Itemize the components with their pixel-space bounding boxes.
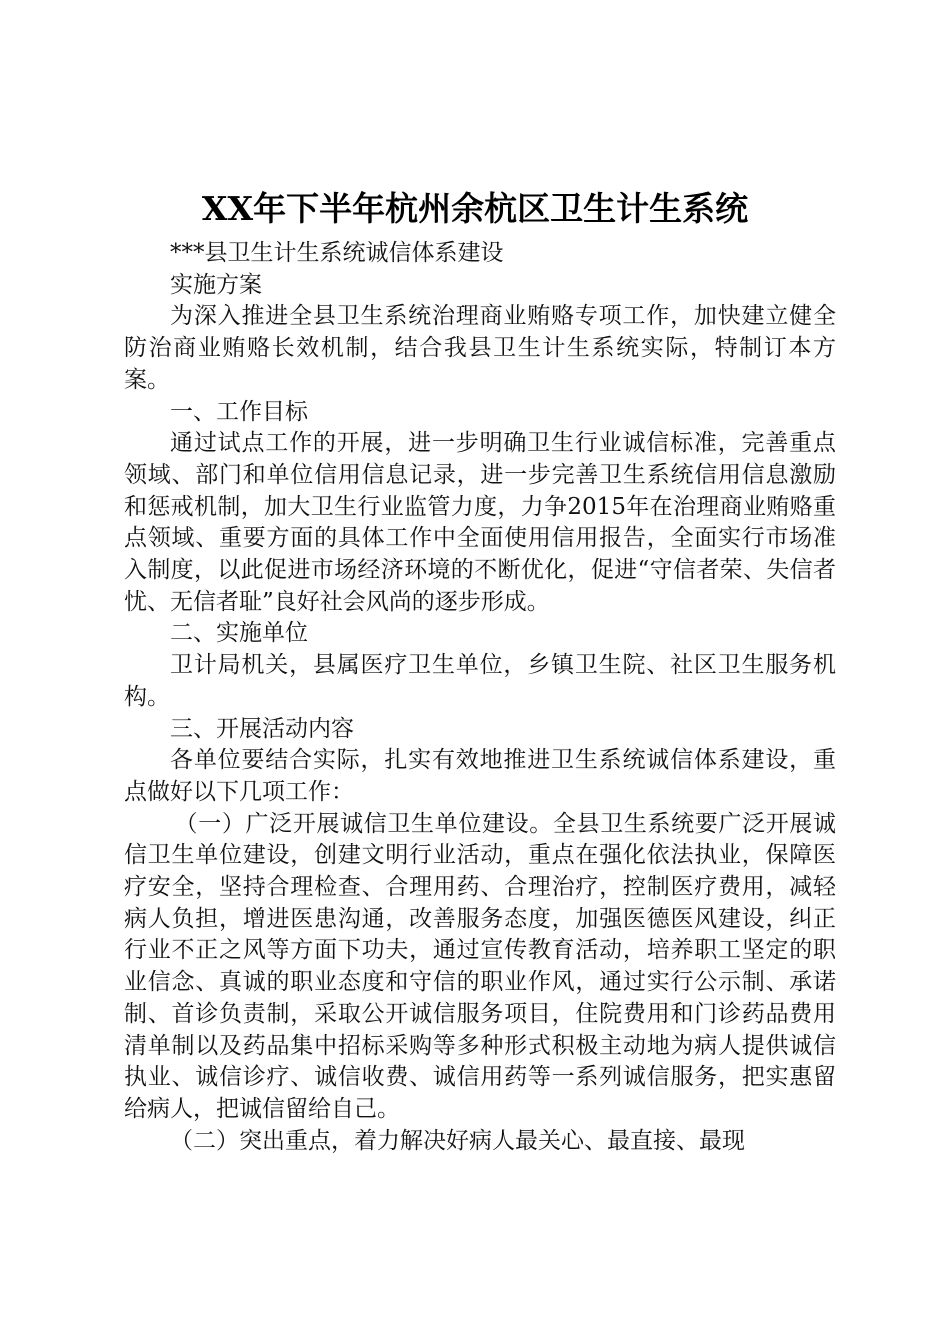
body-paragraph: 卫计局机关，县属医疗卫生单位，乡镇卫生院、社区卫生服务机构。 xyxy=(124,652,836,710)
body-paragraph: 为深入推进全县卫生系统治理商业贿赂专项工作，加快建立健全防治商业贿赂长效机制，结合我县卫生计生系统实际，特制订本方案。 xyxy=(124,303,836,393)
subtitle-line: 实施方案 xyxy=(170,271,262,298)
body-paragraph: 通过试点工作的开展，进一步明确卫生行业诚信标准，完善重点领域、部门和单位信用信息记录，进一步完善卫生系统信用信息激励和惩戒机制，加大卫生行业监管力度，力争2015年在治理商业贿赂重点领域、重要方面的具体工作中全面使用信用报告，全面实行市场准入制度，以此促进市场经济环境的不断优化，促进“守信者荣、失信者忧、无信者耻”良好社会风尚的逐步形成。 xyxy=(124,430,836,615)
body-paragraph: （二）突出重点，着力解决好病人最关心、最直接、最现 xyxy=(170,1127,745,1154)
document-title: XX年下半年杭州余杭区卫生计生系统 xyxy=(201,189,749,228)
section-heading: 三、开展活动内容 xyxy=(170,715,354,742)
document-body xyxy=(124,238,836,1157)
body-paragraph: （一）广泛开展诚信卫生单位建设。全县卫生系统要广泛开展诚信卫生单位建设，创建文明行业活动，重点在强化依法执业，保障医疗安全，坚持合理检查、合理用药、合理治疗，控制医疗费用，减轻病人负担，增进医患沟通，改善服务态度，加强医德医风建设，纠正行业不正之风等方面下功夫，通过宣传教育活动，培养职工坚定的职业信念、真诚的职业态度和守信的职业作风，通过实行公示制、承诺制、首诊负责制，采取公开诚信服务项目，住院费用和门诊药品费用清单制以及药品集中招标采购等多种形式积极主动地为病人提供诚信执业、诚信诊疗、诚信收费、诚信用药等一系列诚信服务，把实惠留给病人，把诚信留给自己。 xyxy=(124,810,836,1122)
section-heading: 一、工作目标 xyxy=(170,398,308,425)
subtitle-line: ***县卫生计生系统诚信体系建设 xyxy=(170,240,504,266)
body-paragraph: 各单位要结合实际，扎实有效地推进卫生系统诚信体系建设，重点做好以下几项工作： xyxy=(124,747,836,805)
section-heading: 二、实施单位 xyxy=(170,620,308,647)
